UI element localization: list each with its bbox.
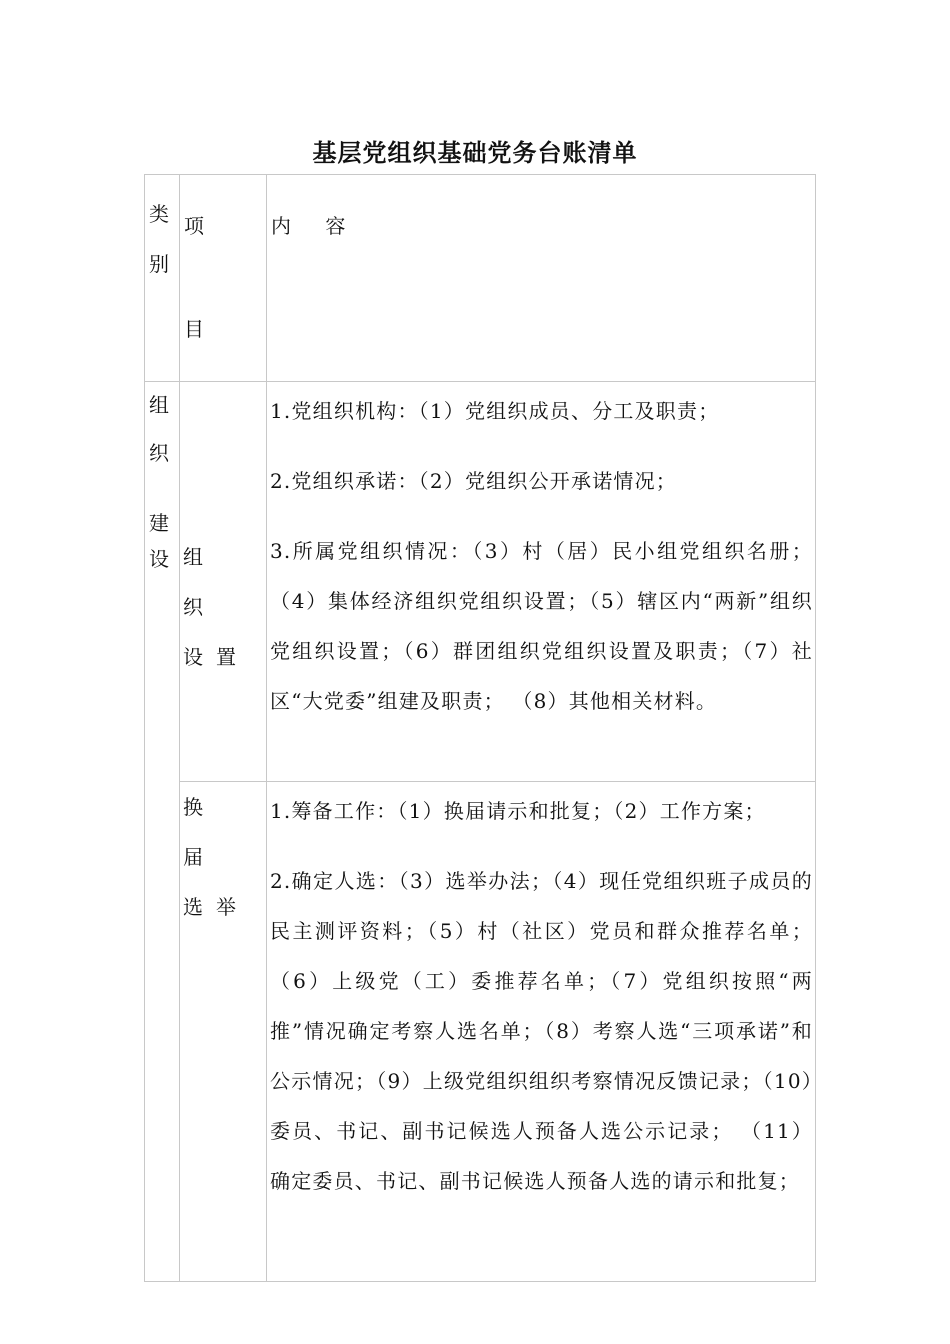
item-label: 组 织 设置 (183, 545, 249, 669)
content-cell (267, 382, 816, 782)
category-char: 建 (149, 511, 169, 535)
header-category: 类别 (145, 175, 180, 382)
content-paragraph: 2.党组织承诺：（2）党组织公开承诺情况； (270, 469, 678, 493)
ledger-table (144, 174, 816, 1282)
category-cell (145, 382, 180, 1282)
table-row (145, 782, 816, 1282)
header-content: 内 容 (267, 175, 816, 382)
item-label: 换 届 选举 (183, 795, 249, 919)
header-row (145, 175, 816, 382)
content-paragraph: 3.所属党组织情况：（3）村（居）民小组党组织名册；（4）集体经济组织党组织设置；（5）辖区内“两新”组织党组织设置；（6）群团组织党组织设置及职责；（7）社区“大党委”组建及职责； （8）其他相关材料。 (270, 539, 813, 713)
header-item: 项 目 (180, 175, 267, 382)
item-cell (180, 382, 267, 782)
table-row (145, 382, 816, 782)
content-paragraph: 2.确定人选：（3）选举办法；（4）现任党组织班子成员的民主测评资料；（5）村（社区）党员和群众推荐名单；（6）上级党（工）委推荐名单；（7）党组织按照“两推”情况确定考察人选名单；（8）考察人选“三项承诺”和公示情况；（9）上级党组织组织考察情况反馈记录；（10）委员、书记、副书记候选人预备人选公示记录； （11）确定委员、书记、副书记候选人预备人选的请示和批复； (270, 869, 813, 1193)
category-char: 设 (149, 547, 169, 571)
category-char: 织 (149, 441, 169, 465)
content-paragraph: 1.筹备工作：（1）换届请示和批复；（2）工作方案； (270, 799, 766, 823)
content-cell (267, 782, 816, 1282)
document-title: 基层党组织基础党务台账清单 (312, 139, 638, 167)
content-paragraph: 1.党组织机构：（1）党组织成员、分工及职责； (270, 399, 720, 423)
category-char: 组 (149, 393, 169, 417)
item-cell (180, 782, 267, 1282)
